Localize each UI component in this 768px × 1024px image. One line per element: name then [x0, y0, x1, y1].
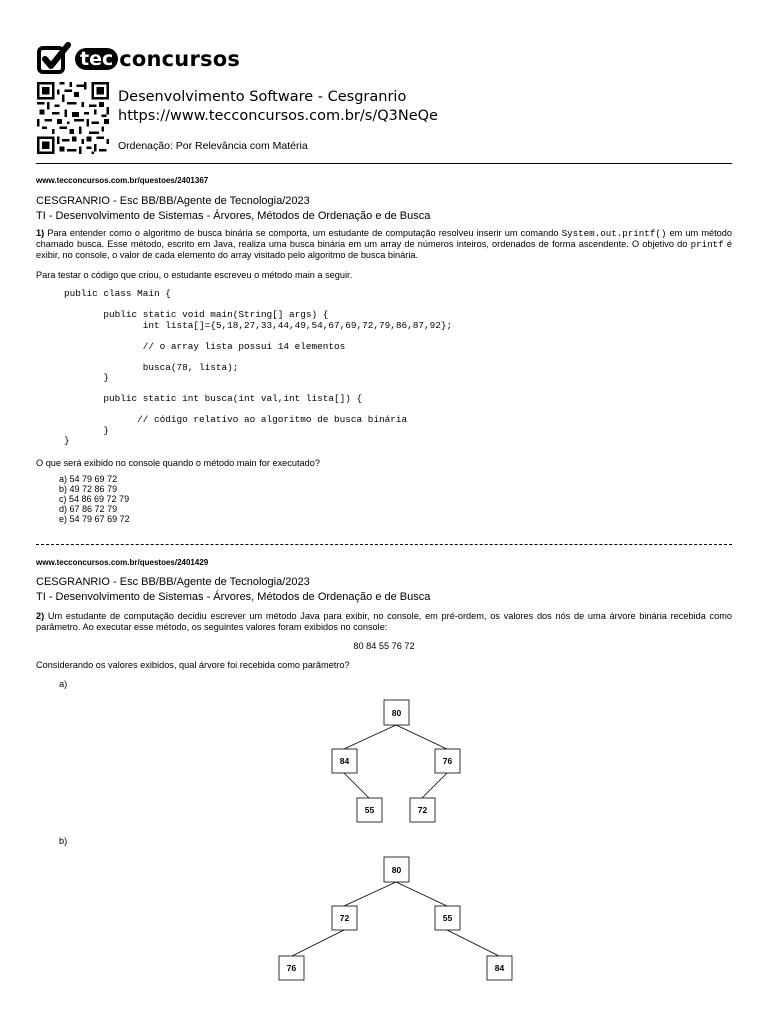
question-1-statement — [36, 228, 732, 262]
tree-edge — [292, 930, 344, 956]
alternative-letter: b) — [59, 484, 68, 494]
statement-part-3: é exibir, no console, o valor de cada elemento do array visitado pelo algoritmo de busca binária. — [36, 239, 732, 261]
tree-edge — [344, 882, 396, 906]
tree-node-right: 55 — [442, 913, 453, 923]
option-b-label[interactable]: b) — [59, 836, 68, 846]
tecconcursos-logo[interactable] — [37, 42, 240, 76]
statement-text: Um estudante de computação decidiu escrever um método Java para exibir, no console, em pré-ordem, os valores dos nós de uma árvore binária recebida como parâmetro. Ao executar esse método, os seguintes valores foram exibidos no console: — [36, 611, 732, 633]
alternative-text: 54 79 69 72 — [69, 474, 118, 484]
alternative-text: 54 79 67 69 72 — [69, 514, 130, 524]
question-1-board: CESGRANRIO - Esc BB/BB/Agente de Tecnologia/2023 — [36, 195, 310, 207]
tree-edge — [422, 773, 447, 798]
question-2-number: 2) — [36, 611, 45, 621]
inline-code-printf-call: System.out.printf() — [561, 228, 667, 239]
tree-edge — [396, 882, 447, 906]
question-2-board: CESGRANRIO - Esc BB/BB/Agente de Tecnologia/2023 — [36, 576, 310, 588]
question-separator — [36, 544, 732, 545]
question-1-link[interactable]: www.tecconcursos.com.br/questoes/2401367 — [36, 176, 209, 185]
question-2-prompt: Considerando os valores exibidos, qual árvore foi recebida como parâmetro? — [36, 660, 350, 670]
sort-order: Ordenação: Por Relevância com Matéria — [118, 140, 308, 152]
qr-code-icon — [37, 82, 109, 154]
tree-node-left: 84 — [339, 756, 350, 766]
alternative-a[interactable] — [59, 474, 130, 484]
statement-part-1: Para entender como o algoritmo de busca binária se comporta, um estudante de computação resolveu inserir um comando — [47, 228, 559, 238]
logo-tec: tec — [75, 48, 118, 70]
statement-part-2: em um método chamado busca. Esse método, escrito em Java, realiza uma busca binária em um array de números inteiros, ordenados de forma ascendente. O objetivo do — [36, 228, 732, 250]
document-url[interactable]: https://www.tecconcursos.com.br/s/Q3NeQe — [118, 108, 438, 124]
question-1-prompt: O que será exibido no console quando o método main for executado? — [36, 458, 320, 468]
option-b-tree — [0, 848, 768, 988]
alternative-d[interactable] — [59, 504, 130, 514]
document-title: Desenvolvimento Software - Cesgranrio — [118, 89, 407, 105]
alternative-c[interactable] — [59, 494, 130, 504]
alternative-text: 67 86 72 79 — [69, 504, 118, 514]
tree-node-root: 80 — [391, 708, 402, 718]
question-1-subject: TI - Desenvolvimento de Sistemas - Árvores, Métodos de Ordenação e de Busca — [36, 210, 431, 222]
tree-node-right-left: 72 — [417, 805, 428, 815]
question-1-alternatives — [59, 474, 130, 524]
alternative-letter: a) — [59, 474, 68, 484]
alternative-letter: e) — [59, 514, 68, 524]
alternative-text: 54 86 69 72 79 — [69, 494, 130, 504]
inline-code-printf: printf — [690, 239, 724, 251]
tree-node-root: 80 — [391, 865, 402, 875]
alternative-letter: d) — [59, 504, 68, 514]
console-output: 80 84 55 76 72 — [353, 641, 415, 651]
question-2-subject: TI - Desenvolvimento de Sistemas - Árvores, Métodos de Ordenação e de Busca — [36, 591, 431, 603]
tree-edge — [344, 725, 396, 749]
tree-edge — [344, 773, 369, 798]
question-1-number: 1) — [36, 228, 45, 238]
alternative-e[interactable] — [59, 514, 130, 524]
question-1-intro: Para testar o código que criou, o estudante escreveu o método main a seguir. — [36, 270, 353, 280]
tree-node-left: 72 — [339, 913, 350, 923]
question-2-statement — [36, 611, 732, 633]
alternative-b[interactable] — [59, 484, 130, 494]
tree-node-right: 76 — [442, 756, 453, 766]
tree-node-left-right: 55 — [364, 805, 375, 815]
question-2-link[interactable]: www.tecconcursos.com.br/questoes/2401429 — [36, 558, 209, 567]
question-1-code-block: public class Main { public static void main(String[] args) { int lista[]={5,18,27,33,44,49,54,67,69,72,79,86,87,92}; // o array lista possui 14 elementos busca(78, lista); } public static int busca(int val,int lista[]) { // código relativo ao algoritmo de busca binária } } — [64, 288, 453, 446]
alternative-letter: c) — [59, 494, 67, 504]
option-a-tree — [0, 690, 768, 830]
tree-edge — [396, 725, 447, 749]
tree-edge — [447, 930, 499, 956]
tree-node-left-left: 76 — [286, 963, 297, 973]
logo-concursos: concursos — [119, 47, 241, 71]
option-a-label[interactable]: a) — [59, 679, 68, 689]
alternative-text: 49 72 86 79 — [69, 484, 118, 494]
header-divider — [36, 163, 732, 164]
checkmark-icon — [37, 42, 71, 76]
tree-node-right-right: 84 — [494, 963, 505, 973]
